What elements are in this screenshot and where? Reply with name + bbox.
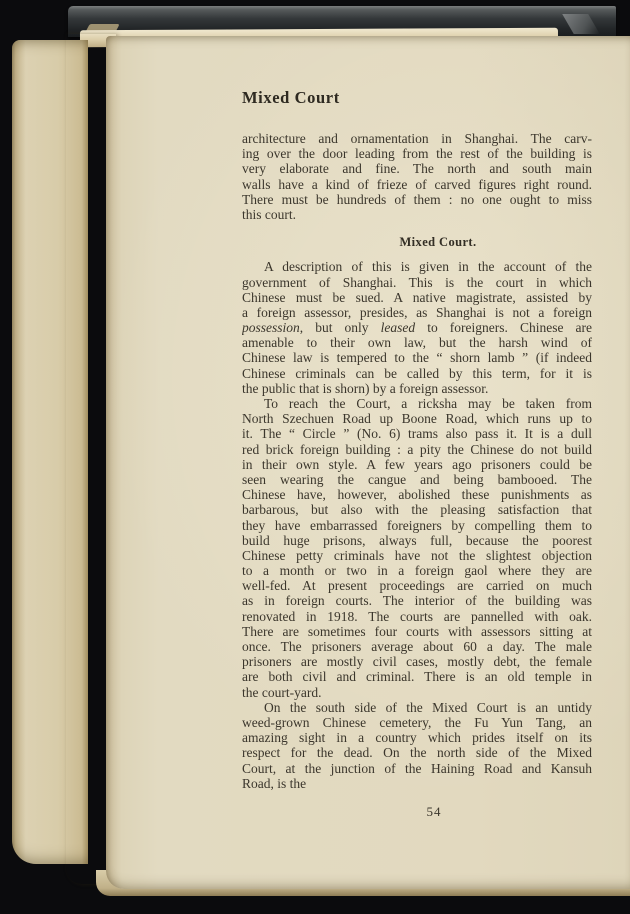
text-line: in their own style. A few years ago prisoners could be (242, 456, 592, 472)
text-line: well-fed. At present proceedings are carried on much (242, 578, 592, 594)
text-line: possession, but only leased to foreigners. Chinese are (242, 320, 592, 336)
text-line: renovated in 1918. The courts are pannelled with oak. (242, 608, 592, 624)
text-block (242, 88, 592, 819)
text-line: Chinese have, however, abolished these punishments as (242, 487, 592, 503)
cover-worn-right-corner (562, 14, 600, 34)
text-line: the court-yard. (242, 684, 322, 700)
text-line: A description of this is given in the account of the (264, 259, 592, 275)
page-number: 54 (426, 803, 442, 819)
text-line: very elaborate and fine. The north and south main (242, 161, 592, 177)
text-line: weed-grown Chinese cemetery, the Fu Yun Tang, an (242, 714, 592, 730)
text-line: Chinese law is tempered to the “ shorn lamb ” (if indeed (242, 350, 592, 366)
text-line: North Szechuen Road up Boone Road, which runs up to (242, 411, 592, 427)
page-body (242, 131, 592, 791)
text-line: the public that is shorn) by a foreign assessor. (242, 380, 489, 396)
text-line: it. The “ Circle ” (No. 6) trams also pass it. It is a dull (242, 426, 592, 442)
text-line: Chinese criminals can be called by this term, for it is (242, 365, 592, 381)
text-line: Chinese must be sued. A native magistrate, assisted by (242, 289, 592, 305)
text-line: this court. (242, 206, 296, 222)
text-line: amenable to their own law, but the harsh wind of (242, 335, 592, 351)
text-line: as in foreign courts. The interior of the building was (242, 593, 592, 609)
text-line: ing over the door leading from the rest of the building is (242, 146, 592, 162)
text-line: are both civil and criminal. There is an old temple in (242, 669, 592, 685)
text-line: There must be hundreds of them : no one ought to miss (242, 191, 592, 207)
text-line: to a month or two in a foreign gaol where they are (242, 563, 592, 579)
text-line: build huge prisons, always full, because the poorest (242, 532, 592, 548)
book-page (106, 36, 630, 889)
text-line: Court, at the junction of the Haining Road and Kansuh (242, 760, 592, 776)
text-line: There are sometimes four courts with assessors sitting at (242, 623, 592, 639)
text-line: seen wearing the cangue and being bambooed. The (242, 471, 592, 487)
text-line: a foreign assessor, presides, as Shanghai is not a foreign (242, 304, 592, 320)
chapter-heading: Mixed Court (242, 88, 340, 107)
text-line: Road, is the (242, 775, 307, 791)
text-line: barbarous, but also with the pleasing satisfaction that (242, 502, 592, 518)
text-line: To reach the Court, a ricksha may be taken from (264, 396, 592, 412)
text-line: On the south side of the Mixed Court is an untidy (264, 699, 592, 715)
text-line: red brick foreign building : a pity the Chinese do not build (242, 441, 592, 457)
text-line: government of Shanghai. This is the court in which (242, 274, 592, 290)
text-line: amazing sight in a country which prides itself on its (242, 730, 592, 746)
text-line: walls have a kind of frieze of carved figures right round. (242, 176, 592, 192)
text-line: Chinese petty criminals have not the slightest objection (242, 547, 592, 563)
text-line: once. The prisoners average about 60 a day. The male (242, 639, 592, 655)
text-line: architecture and ornamentation in Shanghai. The carv- (242, 131, 592, 146)
section-heading: Mixed Court. (399, 235, 477, 250)
text-line: they have embarrassed foreigners by compelling them to (242, 517, 592, 533)
text-line: respect for the dead. On the north side of the Mixed (242, 745, 592, 761)
text-line: prisoners are mostly civil cases, mostly debt, the female (242, 654, 592, 670)
